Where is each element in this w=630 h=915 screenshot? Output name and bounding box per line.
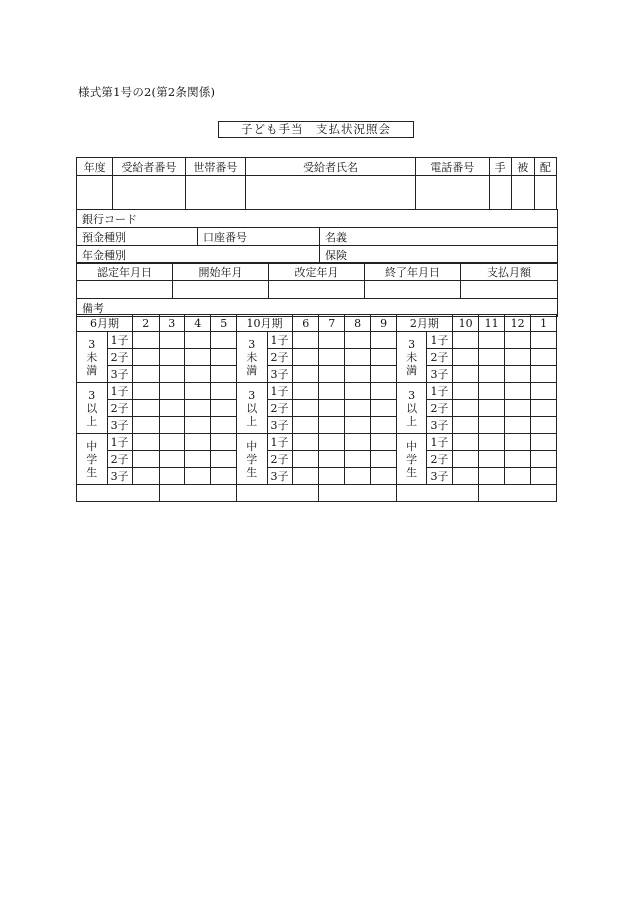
month-label: 6 <box>292 315 318 332</box>
payment-cell[interactable] <box>319 349 344 366</box>
payment-cell[interactable] <box>371 451 396 468</box>
payment-cell[interactable] <box>531 434 557 451</box>
payment-cell[interactable] <box>184 400 210 417</box>
payment-cell[interactable] <box>452 434 478 451</box>
hi-value[interactable] <box>511 176 534 210</box>
child-order-label: 3子 <box>427 417 452 434</box>
dates-table <box>76 262 558 317</box>
age-group-char: 以 <box>246 401 258 415</box>
payment-cell[interactable] <box>479 451 504 468</box>
child-order-label: 3子 <box>267 468 292 485</box>
child-order-label: 2子 <box>267 400 292 417</box>
payment-cell[interactable] <box>479 468 504 485</box>
group-row <box>77 417 557 434</box>
age-group-label <box>236 434 267 485</box>
age-group-label <box>396 383 427 434</box>
group-row <box>77 451 557 468</box>
payment-cell[interactable] <box>531 451 557 468</box>
payment-cell[interactable] <box>159 349 184 366</box>
payment-cell[interactable] <box>211 332 236 349</box>
age-group-char: 3 <box>88 388 96 402</box>
child-order-label: 1子 <box>267 332 292 349</box>
payment-grid-body <box>77 332 557 485</box>
payment-cell[interactable] <box>133 451 159 468</box>
age-group-char: 3 <box>408 388 416 402</box>
payment-cell[interactable] <box>371 400 396 417</box>
age-group-char: 満 <box>246 363 258 377</box>
remarks-label: 備考 <box>77 299 558 317</box>
payment-cell[interactable] <box>479 349 504 366</box>
total-cell[interactable] <box>77 485 160 502</box>
month-label: 12 <box>504 315 530 332</box>
deposit-type-label: 預金種別 <box>77 228 198 246</box>
payment-cell[interactable] <box>292 383 318 400</box>
payment-cell[interactable] <box>531 332 557 349</box>
insurance-label: 保険 <box>320 246 558 264</box>
payment-cell[interactable] <box>319 332 344 349</box>
payment-cell[interactable] <box>531 400 557 417</box>
age-group-char: 中 <box>246 439 258 453</box>
payment-cell[interactable] <box>344 434 370 451</box>
kaishi-value[interactable] <box>173 281 269 299</box>
payment-cell[interactable] <box>292 366 318 383</box>
age-group-char: 3 <box>248 337 256 351</box>
header-hi: 被 <box>511 158 534 176</box>
payment-cell[interactable] <box>184 434 210 451</box>
age-group-char: 未 <box>86 350 98 364</box>
payment-cell[interactable] <box>531 417 557 434</box>
payment-cell[interactable] <box>371 332 396 349</box>
kaitei-label: 改定年月 <box>269 263 365 281</box>
pension-type-label: 年金種別 <box>77 246 320 264</box>
age-group-label <box>396 332 427 383</box>
child-order-label: 2子 <box>107 451 132 468</box>
child-order-label: 2子 <box>427 349 452 366</box>
group-row <box>77 332 557 349</box>
payment-cell[interactable] <box>504 332 530 349</box>
payment-cell[interactable] <box>344 366 370 383</box>
month-label: 8 <box>344 315 370 332</box>
child-order-label: 3子 <box>427 468 452 485</box>
age-group-char: 学 <box>406 452 418 466</box>
child-order-label: 1子 <box>267 434 292 451</box>
age-group-char: 学 <box>246 452 258 466</box>
payment-cell[interactable] <box>159 434 184 451</box>
bank-table <box>76 209 558 264</box>
child-order-label: 2子 <box>267 349 292 366</box>
child-order-label: 2子 <box>107 400 132 417</box>
total-cell[interactable] <box>159 485 236 502</box>
payment-cell[interactable] <box>159 383 184 400</box>
payment-cell[interactable] <box>292 400 318 417</box>
payment-cell[interactable] <box>184 451 210 468</box>
payment-cell[interactable] <box>211 349 236 366</box>
payment-cell[interactable] <box>292 451 318 468</box>
payment-cell[interactable] <box>344 417 370 434</box>
month-label: 11 <box>479 315 504 332</box>
payment-cell[interactable] <box>184 332 210 349</box>
form-reference: 様式第1号の2(第2条関係) <box>78 85 216 99</box>
age-group-label <box>396 434 427 485</box>
group-row <box>77 400 557 417</box>
group-row <box>77 366 557 383</box>
payment-cell[interactable] <box>531 468 557 485</box>
header-setai-bango: 世帯番号 <box>185 158 245 176</box>
period-header-row <box>77 315 557 332</box>
age-group-char: 上 <box>246 414 258 428</box>
month-label: 7 <box>319 315 344 332</box>
group-row <box>77 383 557 400</box>
payment-cell[interactable] <box>319 468 344 485</box>
group-row <box>77 349 557 366</box>
age-group-label <box>77 434 108 485</box>
child-order-label: 3子 <box>107 468 132 485</box>
age-group-char: 3 <box>408 337 416 351</box>
age-group-char: 中 <box>86 439 98 453</box>
payment-cell[interactable] <box>504 383 530 400</box>
child-order-label: 3子 <box>107 417 132 434</box>
payment-cell[interactable] <box>133 417 159 434</box>
payment-cell[interactable] <box>531 349 557 366</box>
age-group-char: 満 <box>406 363 418 377</box>
child-order-label: 1子 <box>267 383 292 400</box>
payment-cell[interactable] <box>319 451 344 468</box>
payment-cell[interactable] <box>452 400 478 417</box>
payment-cell[interactable] <box>292 332 318 349</box>
header-jukyusha-bango: 受給者番号 <box>113 158 185 176</box>
payment-cell[interactable] <box>371 434 396 451</box>
payment-cell[interactable] <box>184 366 210 383</box>
header-nendo: 年度 <box>77 158 113 176</box>
period-label: 6月期 <box>77 315 133 332</box>
age-group-char: 生 <box>246 465 258 479</box>
child-order-label: 3子 <box>107 366 132 383</box>
payment-cell[interactable] <box>211 417 236 434</box>
payment-cell[interactable] <box>184 383 210 400</box>
total-cell[interactable] <box>236 485 319 502</box>
child-order-label: 3子 <box>267 366 292 383</box>
child-order-label: 2子 <box>427 451 452 468</box>
age-group-char: 上 <box>406 414 418 428</box>
header-row <box>77 158 557 176</box>
child-order-label: 3子 <box>427 366 452 383</box>
info-table <box>76 157 557 210</box>
payment-cell[interactable] <box>344 400 370 417</box>
payment-cell[interactable] <box>504 434 530 451</box>
total-cell[interactable] <box>479 485 557 502</box>
age-group-char: 上 <box>86 414 98 428</box>
denwa-bango-value[interactable] <box>416 176 489 210</box>
shuryo-value[interactable] <box>365 281 461 299</box>
age-group-char: 生 <box>406 465 418 479</box>
nintei-label: 認定年月日 <box>77 263 173 281</box>
payment-cell[interactable] <box>184 417 210 434</box>
month-label: 5 <box>211 315 236 332</box>
payment-cell[interactable] <box>133 468 159 485</box>
payment-cell[interactable] <box>371 417 396 434</box>
age-group-label <box>77 332 108 383</box>
child-order-label: 1子 <box>107 383 132 400</box>
shiharai-value[interactable] <box>461 281 558 299</box>
payment-cell[interactable] <box>184 349 210 366</box>
age-group-char: 未 <box>246 350 258 364</box>
payment-cell[interactable] <box>371 383 396 400</box>
payment-cell[interactable] <box>292 434 318 451</box>
child-order-label: 1子 <box>107 434 132 451</box>
month-label: 10 <box>452 315 478 332</box>
payment-cell[interactable] <box>133 400 159 417</box>
payment-cell[interactable] <box>452 417 478 434</box>
payment-cell[interactable] <box>159 468 184 485</box>
group-row <box>77 434 557 451</box>
age-group-char: 以 <box>406 401 418 415</box>
total-cell[interactable] <box>319 485 396 502</box>
payment-cell[interactable] <box>159 400 184 417</box>
child-order-label: 1子 <box>107 332 132 349</box>
month-label: 4 <box>184 315 210 332</box>
bank-code-label: 銀行コード <box>77 210 558 228</box>
payment-cell[interactable] <box>211 451 236 468</box>
month-label: 1 <box>531 315 557 332</box>
jukyusha-shimei-value[interactable] <box>246 176 416 210</box>
payment-cell[interactable] <box>344 468 370 485</box>
payment-cell[interactable] <box>211 434 236 451</box>
payment-cell[interactable] <box>344 349 370 366</box>
payment-cell[interactable] <box>159 417 184 434</box>
child-order-label: 2子 <box>267 451 292 468</box>
payment-cell[interactable] <box>452 332 478 349</box>
header-hai: 配 <box>534 158 556 176</box>
setai-bango-value[interactable] <box>185 176 245 210</box>
holder-label: 名義 <box>320 228 558 246</box>
age-group-char: 生 <box>86 465 98 479</box>
age-group-char: 中 <box>406 439 418 453</box>
period-label: 2月期 <box>396 315 452 332</box>
payment-cell[interactable] <box>504 417 530 434</box>
age-group-label <box>236 332 267 383</box>
age-group-char: 満 <box>86 363 98 377</box>
payment-cell[interactable] <box>211 468 236 485</box>
payment-cell[interactable] <box>504 400 530 417</box>
payment-cell[interactable] <box>531 366 557 383</box>
payment-cell[interactable] <box>344 383 370 400</box>
total-row <box>77 485 557 502</box>
payment-cell[interactable] <box>452 349 478 366</box>
payment-cell[interactable] <box>133 366 159 383</box>
payment-cell[interactable] <box>211 400 236 417</box>
payment-cell[interactable] <box>531 383 557 400</box>
payment-cell[interactable] <box>479 417 504 434</box>
payment-cell[interactable] <box>504 468 530 485</box>
payment-cell[interactable] <box>319 434 344 451</box>
age-group-char: 3 <box>88 337 96 351</box>
payment-cell[interactable] <box>504 366 530 383</box>
form-title: 子ども手当 支払状況照会 <box>218 121 414 138</box>
payment-cell[interactable] <box>371 366 396 383</box>
payment-cell[interactable] <box>319 400 344 417</box>
payment-cell[interactable] <box>504 349 530 366</box>
payment-cell[interactable] <box>319 383 344 400</box>
payment-cell[interactable] <box>211 366 236 383</box>
payment-cell[interactable] <box>184 468 210 485</box>
month-label: 3 <box>159 315 184 332</box>
child-order-label: 3子 <box>267 417 292 434</box>
age-group-char: 3 <box>248 388 256 402</box>
payment-cell[interactable] <box>292 349 318 366</box>
total-cell[interactable] <box>396 485 479 502</box>
child-order-label: 1子 <box>427 383 452 400</box>
payment-cell[interactable] <box>133 349 159 366</box>
payment-cell[interactable] <box>479 400 504 417</box>
child-order-label: 1子 <box>427 434 452 451</box>
age-group-label <box>236 383 267 434</box>
payment-cell[interactable] <box>344 332 370 349</box>
period-label: 10月期 <box>236 315 292 332</box>
payment-cell[interactable] <box>319 366 344 383</box>
header-jukyusha-shimei: 受給者氏名 <box>246 158 416 176</box>
payment-cell[interactable] <box>479 332 504 349</box>
nendo-value[interactable] <box>77 176 113 210</box>
payment-cell[interactable] <box>133 383 159 400</box>
group-row <box>77 468 557 485</box>
payment-cell[interactable] <box>479 366 504 383</box>
te-value[interactable] <box>489 176 511 210</box>
kaishi-label: 開始年月 <box>173 263 269 281</box>
payment-cell[interactable] <box>319 417 344 434</box>
child-order-label: 1子 <box>427 332 452 349</box>
payment-cell[interactable] <box>159 366 184 383</box>
header-denwa-bango: 電話番号 <box>416 158 489 176</box>
age-group-char: 未 <box>406 350 418 364</box>
jukyusha-bango-value[interactable] <box>113 176 185 210</box>
payment-cell[interactable] <box>344 451 370 468</box>
hai-value[interactable] <box>534 176 556 210</box>
payment-cell[interactable] <box>292 417 318 434</box>
payment-cell[interactable] <box>371 349 396 366</box>
payment-grid <box>76 314 557 502</box>
month-label: 2 <box>133 315 159 332</box>
age-group-char: 学 <box>86 452 98 466</box>
payment-cell[interactable] <box>371 468 396 485</box>
header-te: 手 <box>489 158 511 176</box>
payment-cell[interactable] <box>211 383 236 400</box>
nintei-value[interactable] <box>77 281 173 299</box>
payment-cell[interactable] <box>452 451 478 468</box>
age-group-label <box>77 383 108 434</box>
month-label: 9 <box>371 315 396 332</box>
child-order-label: 2子 <box>427 400 452 417</box>
payment-cell[interactable] <box>479 434 504 451</box>
payment-cell[interactable] <box>133 332 159 349</box>
payment-cell[interactable] <box>452 468 478 485</box>
payment-cell[interactable] <box>159 332 184 349</box>
payment-cell[interactable] <box>504 451 530 468</box>
header-value-row <box>77 176 557 210</box>
shuryo-label: 終了年月日 <box>365 263 461 281</box>
payment-cell[interactable] <box>452 383 478 400</box>
account-no-label: 口座番号 <box>198 228 320 246</box>
age-group-char: 以 <box>86 401 98 415</box>
payment-cell[interactable] <box>452 366 478 383</box>
payment-cell[interactable] <box>133 434 159 451</box>
shiharai-label: 支払月額 <box>461 263 558 281</box>
payment-cell[interactable] <box>159 451 184 468</box>
child-order-label: 2子 <box>107 349 132 366</box>
kaitei-value[interactable] <box>269 281 365 299</box>
payment-cell[interactable] <box>292 468 318 485</box>
payment-cell[interactable] <box>479 383 504 400</box>
